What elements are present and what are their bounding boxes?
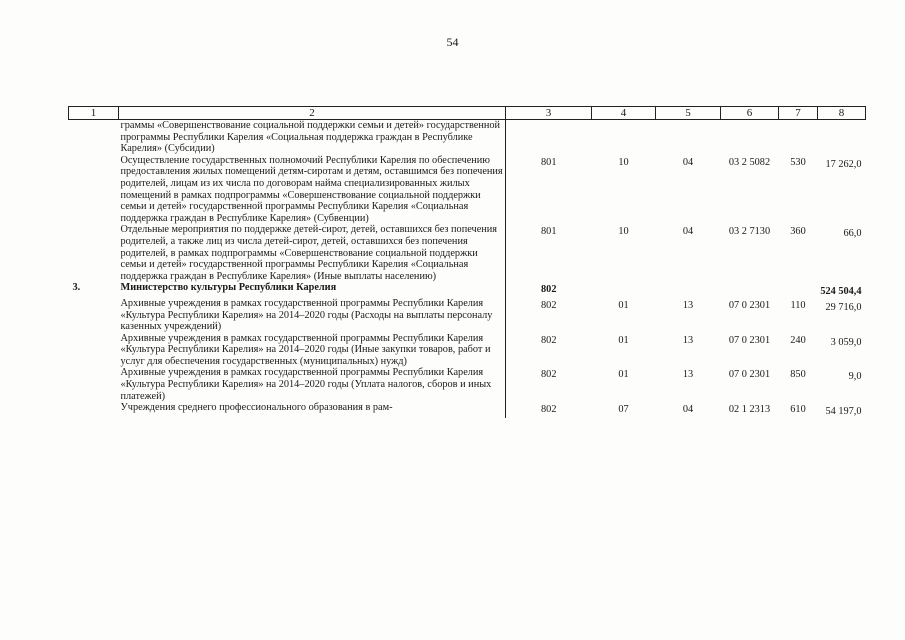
column-header: 5 [656, 107, 721, 120]
row-number [69, 367, 119, 402]
code-col7: 850 [790, 369, 806, 381]
row-description: Отдельные мероприятия по поддержке детей-сирот, детей, оставшихся без попечения родителей, а также лиц из числа детей-сирот, детей, оставшихся без попечения родителей, в рамках подпрограммы «Совершенствование социальной поддержки семьи и детей» государственной программы Республики Карелия «Социальная поддержка граждан в Республике Карелия» (Иные выплаты населению) [119, 224, 506, 282]
code-col6: 02 1 2313 [728, 404, 771, 416]
code-col7: 110 [790, 299, 806, 311]
row-number [69, 298, 119, 333]
code-col6: 03 2 7130 [728, 226, 771, 238]
amount-cell: 17 262,0 [825, 158, 862, 170]
column-header: 1 [69, 107, 119, 120]
budget-table [68, 106, 866, 418]
code-col3: 802 [541, 284, 557, 296]
row-number [69, 333, 119, 368]
row-number [69, 120, 119, 155]
code-col3: 802 [541, 334, 557, 346]
code-col3: 801 [541, 226, 557, 238]
column-header: 4 [592, 107, 656, 120]
column-header: 3 [506, 107, 592, 120]
code-col4: 10 [618, 226, 629, 238]
code-col4: 10 [618, 156, 629, 168]
row-number [69, 224, 119, 282]
column-header: 7 [779, 107, 818, 120]
row-description: Архивные учреждения в рамках государственной программы Республики Карелия «Культура Республики Карелия» на 2014–2020 годы (Иные закупки товаров, работ и услуг для обеспечения государственных (муниципальных) нужд) [119, 333, 506, 368]
code-col4: 01 [618, 334, 629, 346]
code-col5: 04 [682, 404, 694, 416]
row-description: Осуществление государственных полномочий Республики Карелия по обеспечению предоставления жилых помещений детям-сиротам и детям, оставшимся без попечения родителей, лицам из их числа по договорам найма специализированных жилых помещений в рамках подпрограммы «Совершенствование социальной поддержки семьи и детей» государственной программы Республики Карелия «Социальная поддержка граждан в Республике Карелия» (Субвенции) [119, 155, 506, 225]
amount-cell: 66,0 [843, 228, 862, 240]
code-col4: 07 [618, 404, 629, 416]
column-header: 6 [721, 107, 779, 120]
code-col5: 13 [682, 334, 694, 346]
code-col5: 04 [682, 156, 694, 168]
row-description: Архивные учреждения в рамках государственной программы Республики Карелия «Культура Республики Карелия» на 2014–2020 годы (Расходы на выплаты персоналу казенных учреждений) [119, 298, 506, 333]
code-col6: 03 2 5082 [728, 156, 771, 168]
row-description: Учреждения среднего профессионального образования в рам- [119, 402, 506, 418]
code-col7: 240 [790, 334, 806, 346]
code-col6: 07 0 2301 [728, 299, 771, 311]
row-description: Архивные учреждения в рамках государственной программы Республики Карелия «Культура Республики Карелия» на 2014–2020 годы (Уплата налогов, сборов и иных платежей) [119, 367, 506, 402]
code-col7: 360 [790, 226, 806, 238]
code-col5: 13 [682, 299, 694, 311]
amount-cell: 9,0 [848, 371, 862, 383]
code-col7: 530 [790, 156, 806, 168]
table-row [69, 282, 866, 298]
code-col7 [779, 282, 818, 298]
code-col3: 802 [541, 369, 557, 381]
table-row [69, 224, 866, 282]
row-number: 3. [72, 282, 81, 294]
code-col6: 07 0 2301 [728, 369, 771, 381]
amount-cell: 3 059,0 [830, 336, 862, 348]
code-col6 [721, 282, 779, 298]
code-col3 [506, 120, 592, 155]
code-col4: 01 [618, 369, 629, 381]
amount-cell: 29 716,0 [825, 301, 862, 313]
code-col7: 610 [790, 404, 806, 416]
table-row [69, 155, 866, 225]
code-col5 [656, 120, 721, 155]
row-description: Министерство культуры Республики Карелия [119, 282, 506, 298]
table-row [69, 120, 866, 155]
amount-cell: 54 197,0 [825, 406, 862, 418]
code-col4 [592, 120, 656, 155]
code-col6 [721, 120, 779, 155]
header-row [69, 107, 866, 120]
code-col5: 04 [682, 226, 694, 238]
amount-cell: 524 504,4 [820, 286, 862, 298]
code-col4 [592, 282, 656, 298]
amount-cell [818, 120, 866, 155]
code-col3: 801 [541, 156, 557, 168]
row-number [69, 402, 119, 418]
table-row [69, 402, 866, 418]
code-col3: 802 [541, 404, 557, 416]
column-header: 8 [818, 107, 866, 120]
code-col3: 802 [541, 299, 557, 311]
row-number [69, 155, 119, 225]
code-col5: 13 [682, 369, 694, 381]
table-row [69, 298, 866, 333]
code-col4: 01 [618, 299, 629, 311]
code-col7 [779, 120, 818, 155]
code-col5 [656, 282, 721, 298]
row-description: граммы «Совершенствование социальной поддержки семьи и детей» государственной программы Республики Карелия «Социальная поддержка граждан в Республике Карелия» (Субсидии) [119, 120, 506, 155]
table-row [69, 367, 866, 402]
table-row [69, 333, 866, 368]
code-col6: 07 0 2301 [728, 334, 771, 346]
column-header: 2 [119, 107, 506, 120]
page-number: 54 [446, 35, 459, 49]
